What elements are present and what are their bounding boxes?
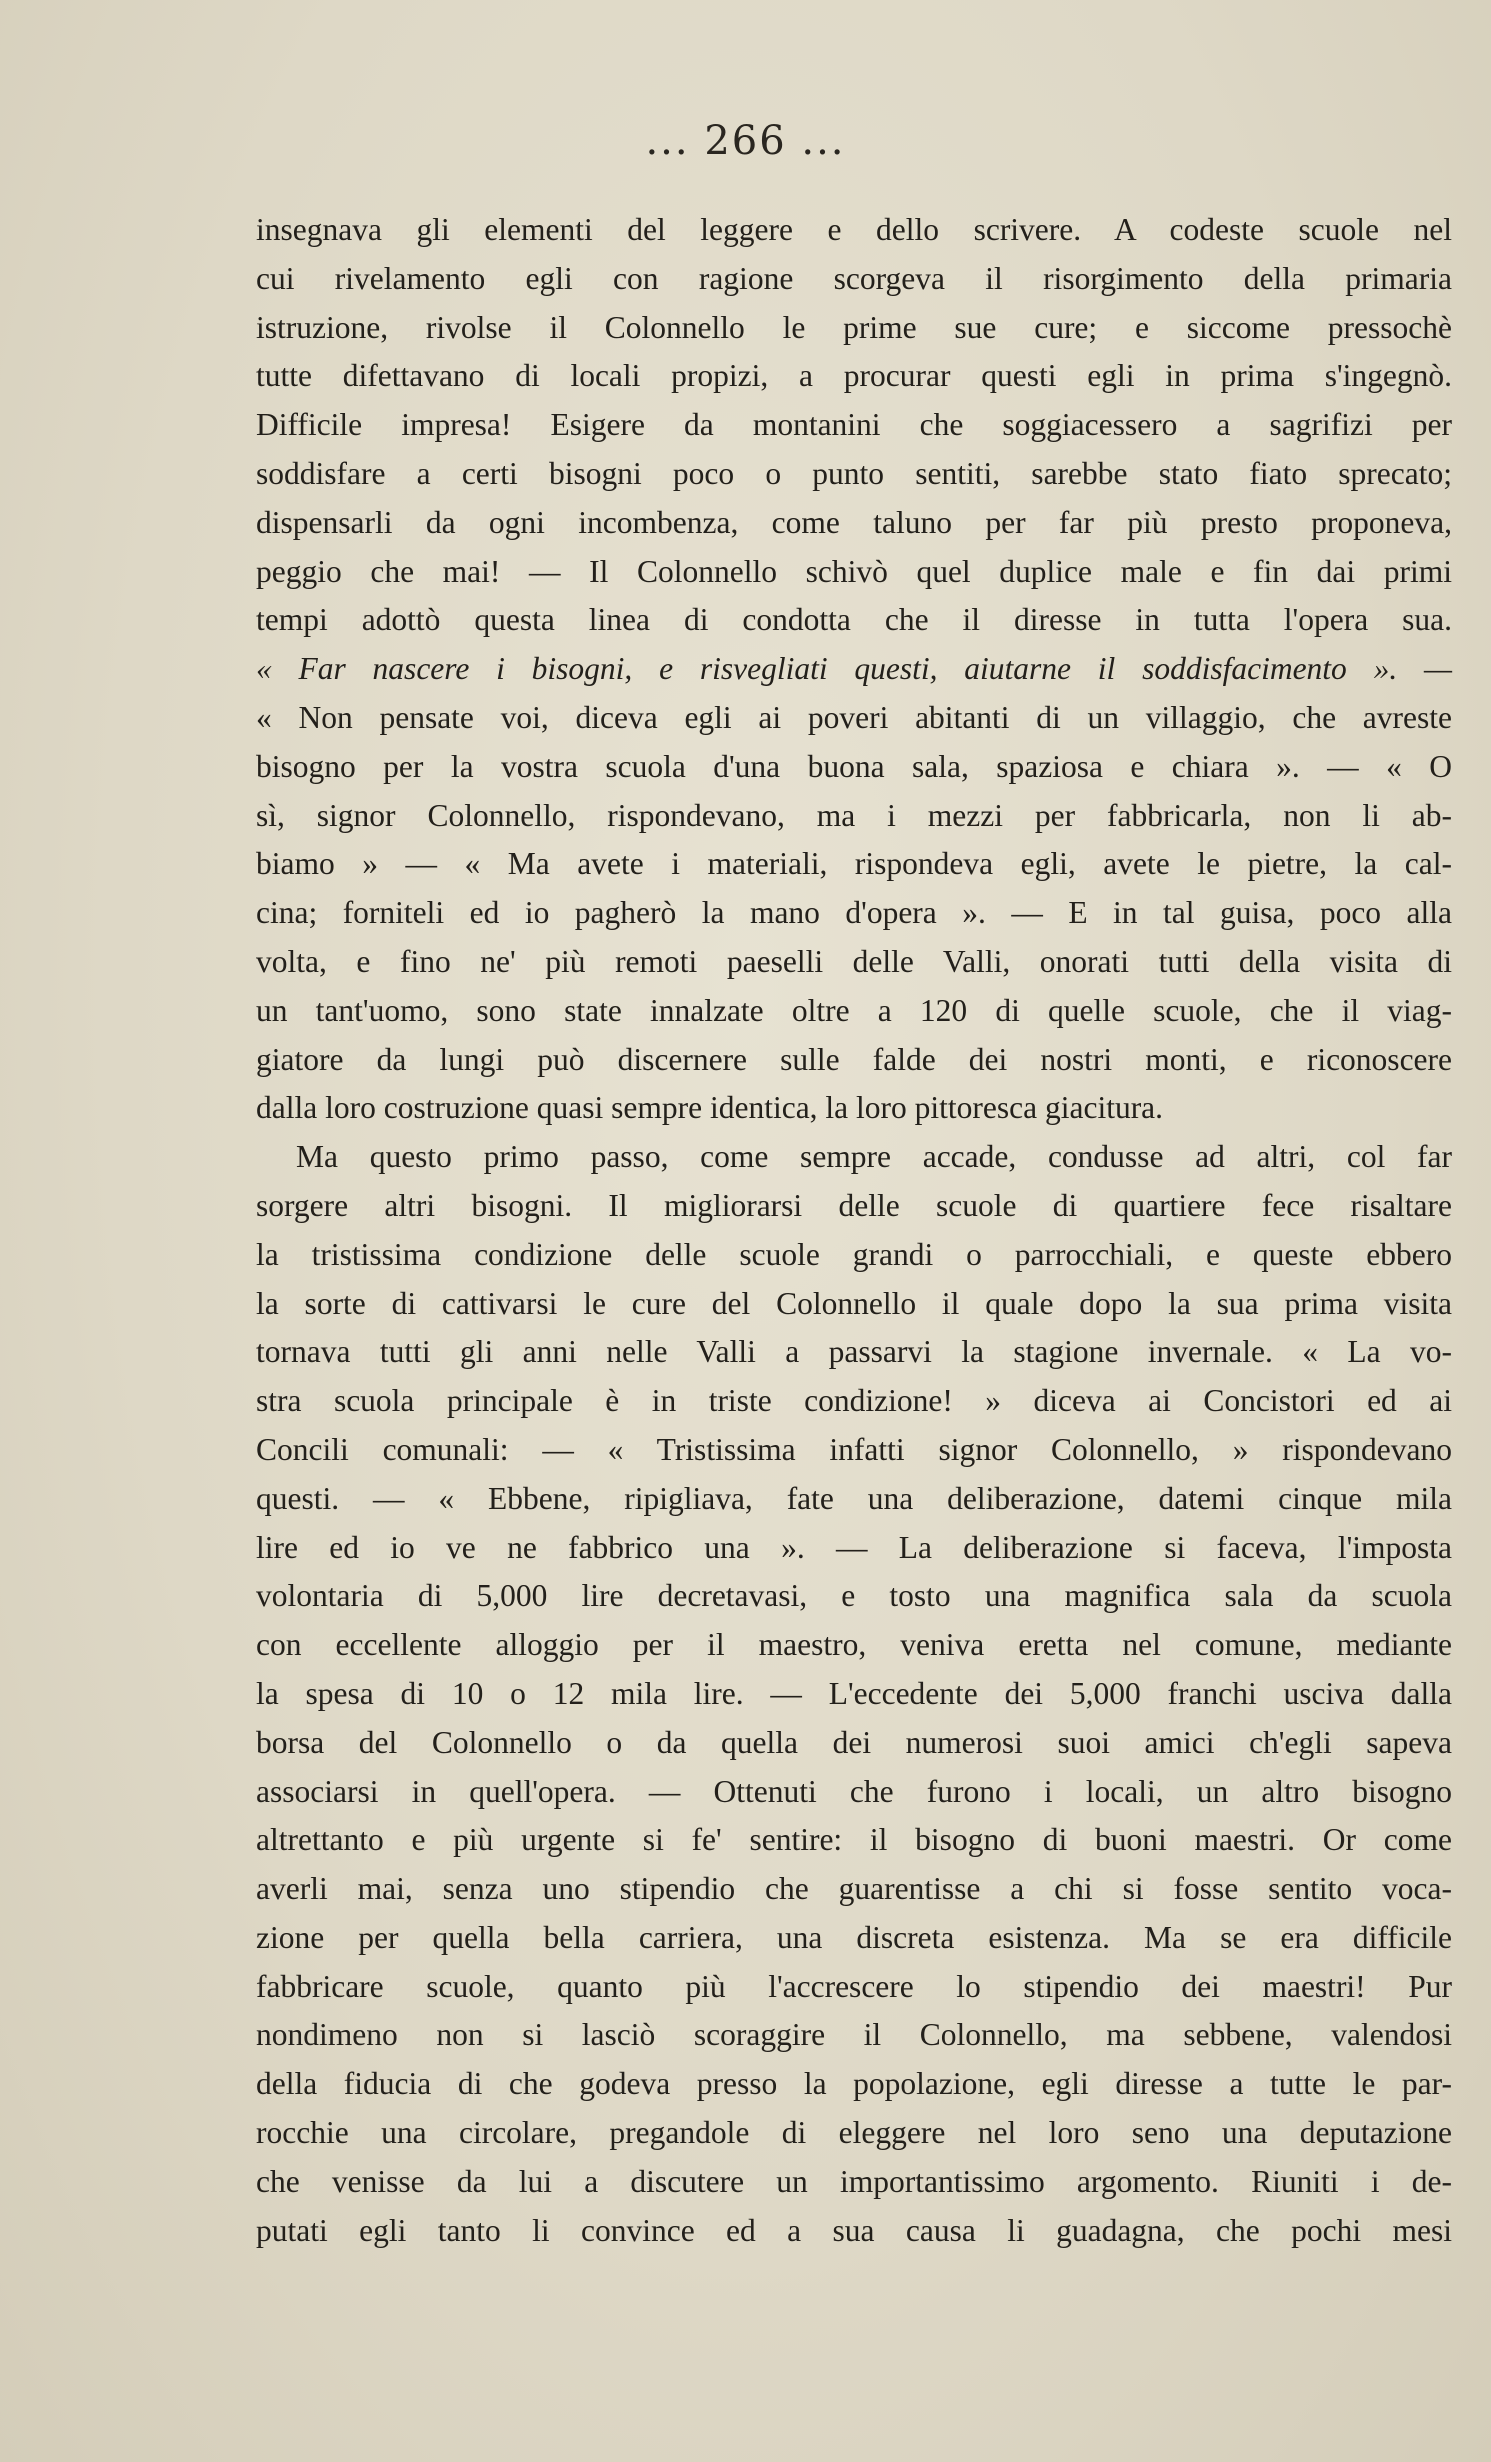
text-line: questi. — « Ebbene, ripigliava, fate una deliberazione, datemi cinque mila (256, 1480, 1452, 1516)
text-line: putati egli tanto li convince ed a sua causa li guadagna, che pochi mesi (256, 2212, 1452, 2248)
text-line: « Non pensate voi, diceva egli ai poveri abitanti di un villaggio, che avreste (256, 699, 1452, 735)
text-line: lire ed io ve ne fabbrico una ». — La deliberazione si faceva, l'imposta (256, 1529, 1452, 1565)
text-line: fabbricare scuole, quanto più l'accrescere lo stipendio dei maestri! Pur (256, 1968, 1452, 2004)
text-line: borsa del Colonnello o da quella dei numerosi suoi amici ch'egli sapeva (256, 1724, 1452, 1760)
text-line: bisogno per la vostra scuola d'una buona sala, spaziosa e chiara ». — « O (256, 748, 1452, 784)
text-line: tempi adottò questa linea di condotta che il diresse in tutta l'opera sua. (256, 602, 1452, 638)
text-line: Difficile impresa! Esigere da montanini che soggiacessero a sagrifizi per (256, 407, 1452, 443)
text-line: soddisfare a certi bisogni poco o punto sentiti, sarebbe stato fiato sprecato; (256, 455, 1452, 491)
body-text (256, 206, 1452, 2255)
text-line: cui rivelamento egli con ragione scorgeva il risorgimento della primaria (256, 260, 1452, 296)
text-line: altrettanto e più urgente si fe' sentire: il bisogno di buoni maestri. Or come (256, 1822, 1452, 1858)
text-line: la tristissima condizione delle scuole grandi o parrocchiali, e queste ebbero (256, 1236, 1452, 1272)
text-line: associarsi in quell'opera. — Ottenuti che furono i locali, un altro bisogno (256, 1773, 1452, 1809)
text-line: dalla loro costruzione quasi sempre identica, la loro pittoresca giacitura. (256, 1090, 1164, 1126)
text-line: zione per quella bella carriera, una discreta esistenza. Ma se era difficile (256, 1919, 1452, 1955)
text-line: Concili comunali: — « Tristissima infatti signor Colonnello, » rispondevano (256, 1431, 1452, 1467)
text-line: stra scuola principale è in triste condizione! » diceva ai Concistori ed ai (256, 1383, 1452, 1419)
text-line: della fiducia di che godeva presso la popolazione, egli diresse a tutte le par- (256, 2066, 1452, 2102)
text-line: sorgere altri bisogni. Il migliorarsi delle scuole di quartiere fece risaltare (256, 1187, 1452, 1223)
text-line: tornava tutti gli anni nelle Valli a passarvi la stagione invernale. « La vo- (256, 1334, 1452, 1370)
text-line: la sorte di cattivarsi le cure del Colonnello il quale dopo la sua prima visita (256, 1285, 1452, 1321)
text-line: un tant'uomo, sono state innalzate oltre a 120 di quelle scuole, che il viag- (256, 992, 1452, 1028)
text-line: istruzione, rivolse il Colonnello le prime sue cure; e siccome pressochè (256, 309, 1452, 345)
text-line: tutte difettavano di locali propizi, a procurar questi egli in prima s'ingegnò. (256, 358, 1452, 394)
text-line: peggio che mai! — Il Colonnello schivò quel duplice male e fin dai primi (256, 553, 1452, 589)
text-line: biamo » — « Ma avete i materiali, rispondeva egli, avete le pietre, la cal- (256, 846, 1452, 882)
page-number: ... 266 ... (645, 118, 846, 164)
text-line: giatore da lungi può discernere sulle falde dei nostri monti, e riconoscere (256, 1041, 1452, 1077)
text-line: rocchie una circolare, pregandole di eleggere nel loro seno una deputazione (256, 2115, 1452, 2151)
text-line: insegnava gli elementi del leggere e dello scrivere. A codeste scuole nel (256, 212, 1452, 247)
text-line-italic-quote: « Far nascere i bisogni, e risvegliati questi, aiutarne il soddisfacimento ». — (256, 651, 1452, 687)
text-line: con eccellente alloggio per il maestro, veniva eretta nel comune, mediante (256, 1627, 1452, 1663)
text-line: nondimeno non si lasciò scoraggire il Colonnello, ma sebbene, valendosi (256, 2017, 1452, 2053)
text-line: volontaria di 5,000 lire decretavasi, e tosto una magnifica sala da scuola (256, 1578, 1452, 1614)
text-line: sì, signor Colonnello, rispondevano, ma i mezzi per fabbricarla, non li ab- (256, 797, 1452, 833)
text-line: che venisse da lui a discutere un importantissimo argomento. Riuniti i de- (256, 2163, 1452, 2199)
text-line: dispensarli da ogni incombenza, come taluno per far più presto proponeva, (256, 504, 1452, 540)
text-line: la spesa di 10 o 12 mila lire. — L'eccedente dei 5,000 franchi usciva dalla (256, 1675, 1452, 1711)
text-line: cina; forniteli ed io pagherò la mano d'opera ». — E in tal guisa, poco alla (256, 895, 1452, 931)
text-line-paragraph-start: Ma questo primo passo, come sempre accade, condusse ad altri, col far (296, 1139, 1452, 1175)
text-line: volta, e fino ne' più remoti paeselli delle Valli, onorati tutti della visita di (256, 943, 1452, 979)
text-line: averli mai, senza uno stipendio che guarentisse a chi si fosse sentito voca- (256, 1871, 1452, 1907)
